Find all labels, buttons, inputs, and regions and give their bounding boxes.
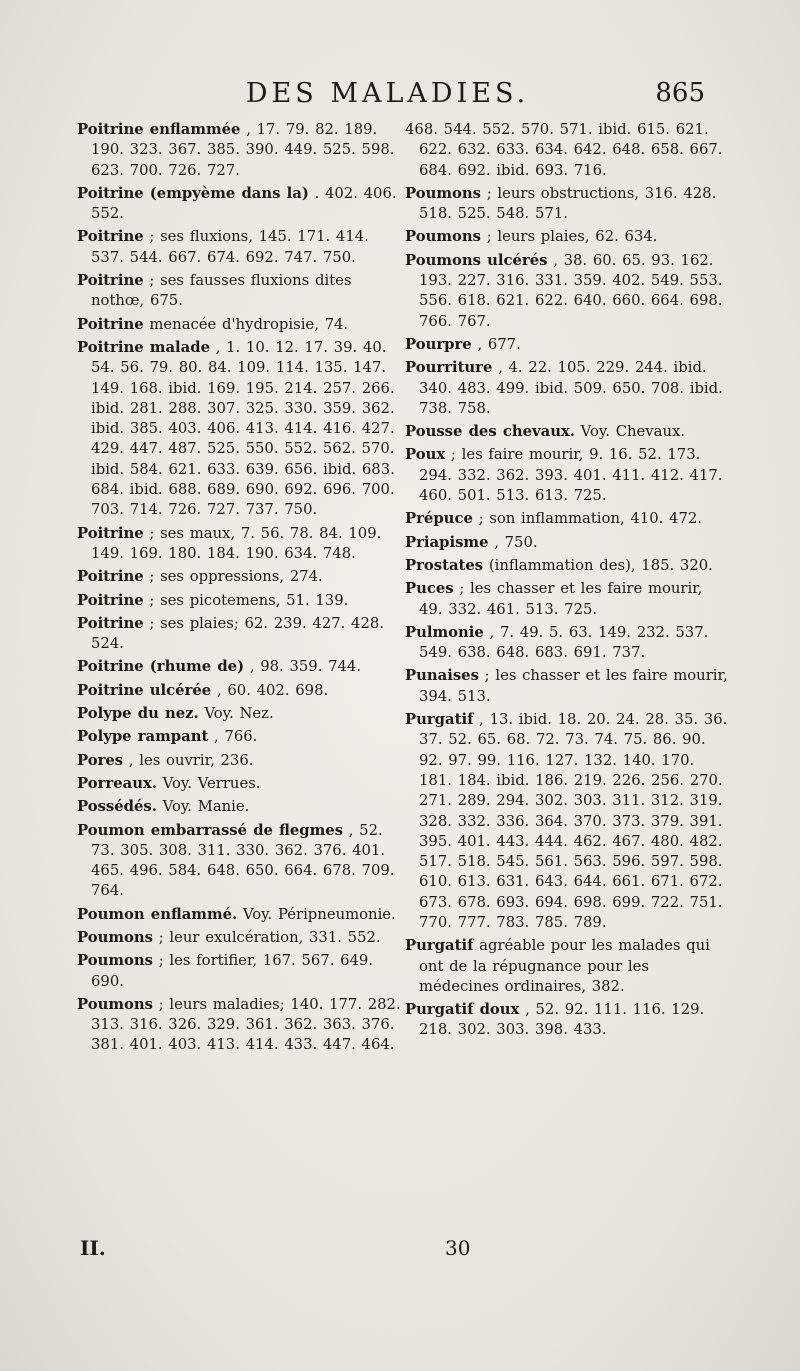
entry-heading: Possédés. [77,798,157,816]
entry-heading: Polype du nez. [77,705,199,723]
entry-heading: Poumon enflammé. [77,905,238,923]
entry-heading: Poitrine ulcérée [77,681,212,699]
entry-references: Voy. Chevaux. [580,423,686,441]
index-entry [77,995,402,1056]
entry-heading: Pousse des chevaux. [405,423,575,441]
index-entry [77,338,402,521]
index-entry [77,227,402,268]
entry-references: ; leur exulcération, 331. 552. [158,928,381,946]
entry-references: ; les faire mourir, 9. 16. 52. 173. 294. 332. 362. 393. 401. 411. 412. 417. 460. 501. 513. 613. 725. [419,446,723,505]
entry-references: menacée d'hydropisie, 74. [149,315,349,333]
entry-heading: Purgatif [405,711,474,729]
entry-references: ; les chasser et les faire mourir, 394. 513. [419,667,728,705]
page-number: 865 [655,78,705,108]
entry-heading: Poux [405,446,446,464]
entry-references: , 4. 22. 105. 229. 244. ibid. 340. 483. 499. ibid. 509. 650. 708. ibid. 738. 758. [419,359,723,417]
entry-references: , 60. 402. 698. [216,681,329,699]
entry-references: , 38. 60. 65. 93. 162. 193. 227. 316. 331. 359. 402. 549. 553. 556. 618. 621. 622. 640. 660. 664. 698. 766. 767. [419,251,723,330]
index-entry [405,579,730,620]
entry-heading: Prostates [405,556,484,574]
entry-references: (inflammation des), 185. 320. [488,556,713,574]
index-entry [77,821,402,902]
catchword: 30 [445,1236,471,1260]
left-column [77,120,402,1059]
entry-references: ; son inflammation, 410. 472. [478,510,702,528]
index-entry [405,358,730,419]
index-entry [405,422,730,442]
index-entry [77,681,402,701]
entry-references: , 52. 73. 305. 308. 311. 330. 362. 376. 401. 465. 496. 584. 648. 650. 664. 678. 709. 764. [91,821,395,900]
entry-references: ; ses maux, 7. 56. 78. 84. 109. 149. 169. 180. 184. 190. 634. 748. [91,524,382,562]
entry-heading: Purgatif [405,937,474,955]
index-entry [405,533,730,553]
index-entry [77,184,402,225]
entry-heading: Poumons [77,995,153,1013]
entry-heading: Pourriture [405,359,493,377]
index-entry [405,509,730,529]
entry-references: ; ses oppressions, 274. [149,568,323,586]
entry-references: , 766. [214,728,258,746]
entry-heading: Poumons [77,952,153,970]
entry-heading: Poitrine malade [77,338,211,356]
entry-references: , 52. 92. 111. 116. 129. 218. 302. 303. 398. 433. [419,1001,705,1039]
index-entry [405,120,730,181]
entry-references: ; ses fluxions, 145. 171. 414. 537. 544. 667. 674. 692. 747. 750. [91,228,369,266]
entry-heading: Poitrine [77,315,144,333]
index-entry [77,614,402,655]
entry-references: , 1. 10. 12. 17. 39. 40. 54. 56. 79. 80. 84. 109. 114. 135. 147. 149. 168. ibid. 169. 195. 214. 257. 266. ibid. 281. 288. 307. 325. 330. 359. 362. ibid. 385. 403. 406. 413. 414. 416. 427. 429. 447. 487. 525. 550. 552. 562. 570. ibid. 584. 621. 633. 639. 656. ibid. 683. 684. ibid. 688. 689. 690. 692. 696. 700. 703. 714. 726. 727. 737. 750. [91,338,395,519]
entry-heading: Punaises [405,667,479,685]
entry-heading: Porreaux. [77,774,157,792]
entry-heading: Poitrine [77,614,144,632]
index-entry [77,591,402,611]
entry-references: ; leurs obstructions, 316. 428. 518. 525. 548. 571. [419,184,717,223]
right-column [405,120,730,1044]
index-entry [77,567,402,587]
index-entry [405,227,730,247]
entry-heading: Poitrine (empyème dans la) [77,184,309,202]
entry-references: ; les chasser et les faire mourir, 49. 332. 461. 513. 725. [419,580,703,618]
entry-heading: Poitrine [77,272,144,290]
index-entry [77,704,402,724]
entry-heading: Polype rampant [77,728,209,746]
index-entry [77,951,402,992]
entry-heading: Pores [77,751,124,769]
entry-references: 468. 544. 552. 570. 571. ibid. 615. 621. 622. 632. 633. 634. 642. 648. 658. 667. 684. 692. ibid. 693. 716. [405,121,723,179]
entry-references: . 402. 406. 552. [91,184,397,223]
running-title: DES MALADIES. [245,78,530,109]
entry-references: Voy. Péripneumonie. [242,905,396,923]
index-entry [405,1000,730,1041]
entry-references: ; ses picotemens, 51. 139. [149,591,349,609]
entry-heading: Poitrine [77,524,144,542]
entry-references: , 7. 49. 5. 63. 149. 232. 537. 549. 638. 648. 683. 691. 737. [419,623,709,662]
entry-heading: Prépuce [405,510,473,528]
index-entry [77,271,402,312]
signature-mark: II. [80,1236,106,1260]
entry-references: ; ses plaies; 62. 239. 427. 428. 524. [91,614,384,653]
index-entry [405,623,730,664]
entry-references: ; ses fausses fluxions dites nothœ, 675. [91,272,352,310]
entry-heading: Priapisme [405,533,489,551]
entry-heading: Poitrine [77,591,144,609]
entry-heading: Purgatif doux [405,1001,520,1019]
index-entry [77,928,402,948]
index-entry [77,797,402,817]
entry-heading: Poumons [405,184,481,202]
entry-references: ; leurs maladies; 140. 177. 282. 313. 316. 326. 329. 361. 362. 363. 376. 381. 401. 403. 413. 414. 433. 447. 464. [91,995,401,1054]
index-entry [77,727,402,747]
entry-references: agréable pour les malades qui ont de la répugnance pour les médecines ordinaires, 382. [419,937,710,995]
entry-heading: Pulmonie [405,623,484,641]
entry-references: , 98. 359. 744. [249,658,362,676]
entry-references: , 17. 79. 82. 189. 190. 323. 367. 385. 390. 449. 525. 598. 623. 700. 726. 727. [91,121,395,179]
entry-references: Voy. Manie. [162,798,250,816]
entry-heading: Poumons ulcérés [405,251,548,269]
index-entry [77,751,402,771]
entry-heading: Puces [405,580,454,598]
index-entry [405,936,730,997]
page-header [80,78,705,118]
index-entry [77,657,402,677]
index-entry [405,556,730,576]
entry-heading: Poitrine (rhume de) [77,658,245,676]
entry-references: , 677. [477,335,521,353]
entry-heading: Poitrine enflammée [77,121,241,138]
index-entry [405,184,730,225]
index-entry [405,251,730,332]
entry-references: Voy. Verrues. [162,774,261,792]
index-entry [77,774,402,794]
entry-heading: Poumon embarrassé de flegmes [77,821,344,839]
index-entry [405,710,730,933]
entry-heading: Poitrine [77,568,144,586]
entry-references: Voy. Nez. [204,705,274,723]
entry-heading: Pourpre [405,335,472,353]
entry-references: , 13. ibid. 18. 20. 24. 28. 35. 36. 37. 52. 65. 68. 72. 73. 74. 75. 86. 90. 92. 97. 99. 116. 127. 132. 140. 170. 181. 184. ibid. 186. 219. 226. 256. 270. 271. 289. 294. 302. 303. 311. 312. 319. 328. 332. 336. 364. 370. 373. 379. 391. 395. 401. 443. 444. 462. 467. 480. 482. 517. 518. 545. 561. 563. 596. 597. 598. 610. 613. 631. 643. 644. 661. 671. 672. 673. 678. 693. 694. 698. 699. 722. 751. 770. 777. 783. 785. 789. [419,711,728,931]
entry-references: , 750. [494,533,538,551]
index-entry [405,445,730,506]
entry-heading: Poumons [405,228,481,246]
entry-heading: Poitrine [77,228,144,246]
index-entry [77,315,402,335]
index-entry [405,335,730,355]
index-entry [77,905,402,925]
page-footer [80,1236,700,1266]
entry-references: ; les fortifier, 167. 567. 649. 690. [91,952,374,990]
index-entry [77,120,402,181]
entry-references: , les ouvrir, 236. [128,751,254,769]
index-entry [405,666,730,707]
entry-references: ; leurs plaies, 62. 634. [486,228,658,246]
index-entry [77,524,402,565]
entry-heading: Poumons [77,928,153,946]
